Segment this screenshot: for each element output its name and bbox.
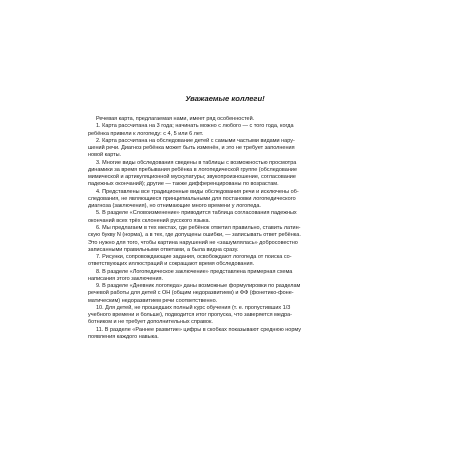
text-line: 1. Карта рассчитана на 3 года; начинать можно с любого — с того года, когда (96, 123, 294, 130)
text-line: новой карты. (88, 152, 122, 159)
text-line: шений речи. Диагноз ребёнка может быть изменён, и это не требует заполнения (88, 145, 295, 152)
text-line: Это нужно для того, чтобы картина нарушений не «зашумлялась» добросовестно (88, 239, 298, 246)
text-line: следования, не являющиеся принципиальными для постановки логопедического (88, 195, 296, 202)
text-line: 2. Карта рассчитана на обследование детей с самыми частыми видами нару- (96, 137, 295, 144)
text-line: диагноза (заключения), но отнимающие много времени у логопеда. (88, 203, 261, 210)
text-line: ботником и не требует дополнительных справок. (88, 319, 213, 326)
text-line: 4. Представлены все традиционные виды обследования речи и исключены об- (96, 188, 299, 195)
text-line: мимической и артикуляционной мускулатуры; звукопроизношение, согласование (88, 174, 296, 181)
text-line: окончаний всех трёх склонений русского языка. (88, 217, 211, 224)
text-line: 8. В разделе «Логопедическое заключение» представлена примерная схема (96, 268, 293, 275)
text-line: 7. Рисунки, сопровождающие задания, освобождают логопеда от поиска со- (96, 254, 292, 261)
text-line: речевой работы для детей с ОН (общим недоразвитием) и ФФ (фонетико-фоне- (88, 290, 294, 297)
text-line: появления каждого навыка. (88, 333, 159, 340)
text-line: написания этого заключения. (88, 275, 164, 282)
text-line: 10. Для детей, не прошедших полный курс обучения (т. е. пропустивших 1/3 (96, 304, 291, 311)
text-line: Речевая карта, предлагаемая нами, имеет ряд особенностей. (96, 116, 255, 122)
text-line: ответствующих иллюстраций и сокращают время обследования. (88, 261, 255, 268)
text-line: 9. В разделе «Дневник логопеда» даны возможные формулировки по разделам (96, 283, 301, 290)
text-line: падежных окончаний); другие — также дифференцированы по возрастам. (88, 181, 279, 188)
text-line: динамики за время пребывания ребёнка в логопедической группе (обследование (88, 166, 298, 173)
text-line: матическим) недоразвитием речи соответственно. (88, 297, 218, 304)
text-line: скую букву N (норма), а в тех, где допущены ошибки, — записывать ответ ребёнка. (88, 232, 301, 239)
text-line: записанными правильными ответами, а была видна сразу. (88, 246, 239, 253)
text-line: 5. В разделе «Словоизменение» приводится таблица согласования падежных (96, 210, 297, 217)
text-line: 11. В разделе «Раннее развитие» цифры в скобках показывают среднюю норму (96, 326, 301, 333)
page-heading: Уважаемые коллеги! (185, 94, 265, 103)
text-line: 3. Многие виды обследования сведены в таблицы с возможностью просмотра (96, 159, 297, 166)
text-line: 6. Мы предлагаем в тех местах, где ребёнок ответил правильно, ставить латин- (96, 224, 301, 231)
text-line: учебного времени и больше), подводится итог пропуска, что заверяется медра- (88, 312, 293, 319)
body-text (88, 116, 370, 341)
text-line: ребёнка привели к логопеду: с 4, 5 или 6 лет. (88, 130, 204, 137)
